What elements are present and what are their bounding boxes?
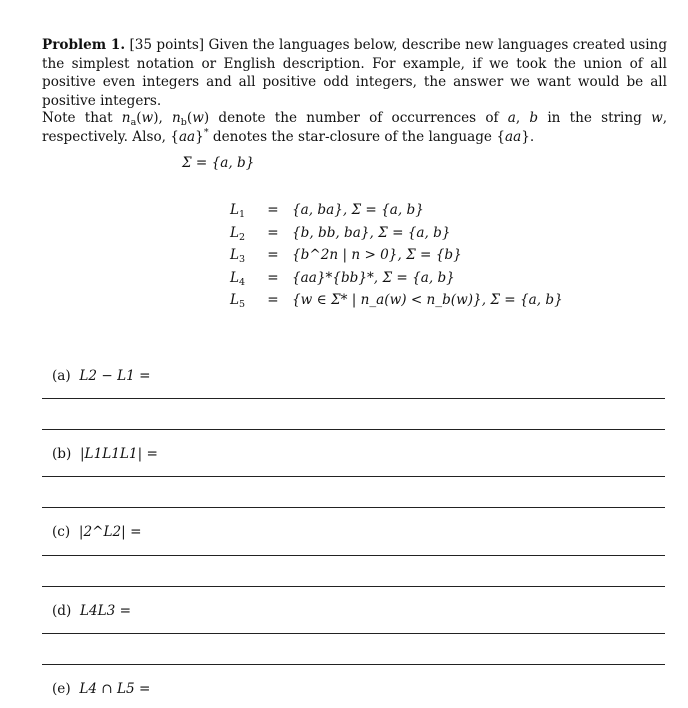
part-label: (b)	[52, 446, 72, 462]
note-also: Also,	[132, 128, 166, 145]
count-notation: $n_a(w)$, $n_b(w)$	[121, 110, 210, 128]
note-mid: denote the number of occurrences of	[218, 110, 499, 126]
part-label: (c)	[52, 524, 71, 540]
note-respectively: , respectively.	[42, 110, 668, 145]
language-definition: {b^2n | n > 0}, Σ = {b}	[292, 247, 462, 264]
string-w: w	[651, 110, 663, 126]
symbols-ab: a, b	[507, 110, 539, 126]
language-row: $L_5$ = {w ∈ Σ* | n_a(w) < n_b(w)}, Σ = {a, b}	[222, 289, 563, 312]
language-row: $L_2$ = {b, bb, ba}, Σ = {a, b}	[222, 222, 563, 245]
answer-line[interactable]	[42, 429, 665, 430]
language-row: $L_3$ = {b^2n | n > 0}, Σ = {b}	[222, 244, 563, 267]
answer-line[interactable]	[42, 476, 665, 477]
language-name: $L_1$	[230, 202, 246, 221]
answer-line[interactable]	[42, 507, 665, 508]
note-paragraph: Note that $n_a(w)$, $n_b(w)$ denote the number of occurrences of a, b in the string w, respectively. Also, {aa}* denotes the star-closure of the language {aa}.	[42, 110, 668, 145]
part-a	[52, 368, 150, 384]
part-d	[52, 603, 131, 619]
note-in-string: in the string	[547, 110, 642, 126]
star-closure-example: {aa}*	[170, 126, 209, 145]
answer-line[interactable]	[42, 633, 665, 634]
problem-points: [35 points]	[129, 37, 205, 53]
part-label: (d)	[52, 603, 72, 619]
part-expression: L2 − L1 =	[79, 368, 151, 384]
language-definition: {b, bb, ba}, Σ = {a, b}	[292, 224, 451, 241]
language-definition: {w ∈ Σ* | n_a(w) < n_b(w)}, Σ = {a, b}	[292, 292, 563, 309]
part-expression: |L1L1L1| =	[79, 446, 158, 462]
note-denotes: denotes the star-closure of the language	[212, 128, 492, 145]
note-prefix: Note that	[42, 110, 113, 126]
language-definition: {aa}*{bb}*, Σ = {a, b}	[292, 269, 455, 286]
part-label: (e)	[52, 681, 71, 697]
part-b	[52, 446, 158, 462]
problem-heading: Problem 1.	[42, 37, 126, 53]
part-expression: L4L3 =	[79, 603, 132, 619]
language-aa: {aa}	[496, 128, 530, 145]
language-row: $L_1$ = {a, ba}, Σ = {a, b}	[222, 199, 563, 222]
problem-statement	[42, 36, 667, 110]
sigma-definition	[182, 155, 254, 171]
problem-intro: Given the languages below, describe new languages created using the simplest notation or English description. For example, if we took the union of all positive even integers and all positive odd integers, the answer we want would be all positive integers.	[42, 37, 668, 109]
part-expression: L4 ∩ L5 =	[79, 681, 151, 697]
language-name: $L_5$	[230, 292, 246, 311]
language-definitions	[222, 199, 563, 312]
language-row: $L_4$ = {aa}*{bb}*, Σ = {a, b}	[222, 267, 563, 290]
language-definition: {a, ba}, Σ = {a, b}	[292, 202, 424, 219]
answer-line[interactable]	[42, 586, 665, 587]
answer-line[interactable]	[42, 664, 665, 665]
sigma-def-text: Σ = {a, b}	[182, 155, 255, 171]
language-name: $L_3$	[230, 247, 246, 266]
part-label: (a)	[52, 368, 71, 384]
language-name: $L_2$	[230, 224, 246, 243]
part-expression: |2^L2| =	[78, 524, 142, 540]
language-name: $L_4$	[230, 269, 246, 288]
answer-line[interactable]	[42, 555, 665, 556]
answer-line[interactable]	[42, 398, 665, 399]
part-c	[52, 524, 141, 540]
part-e	[52, 681, 150, 697]
